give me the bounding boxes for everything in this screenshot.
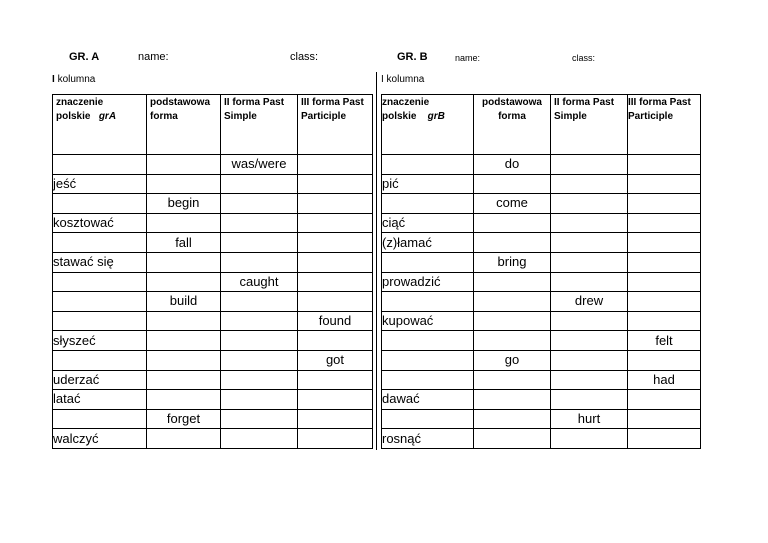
group-a-column-label: I kolumna (52, 74, 96, 85)
cell-past-simple[interactable] (221, 292, 298, 312)
cell-meaning[interactable]: latać (53, 390, 147, 410)
cell-base[interactable] (147, 174, 221, 194)
table-row (382, 155, 701, 175)
cell-past-simple[interactable] (551, 233, 628, 253)
cell-past-simple[interactable] (551, 272, 628, 292)
column-divider (376, 72, 377, 450)
group-b-column-label: I kolumna (381, 74, 425, 85)
cell-past-simple[interactable] (221, 429, 298, 449)
cell-base[interactable] (147, 155, 221, 175)
cell-meaning[interactable]: rosnąć (382, 429, 474, 449)
table-row (53, 174, 373, 194)
cell-meaning[interactable]: kosztować (53, 213, 147, 233)
table-row (382, 350, 701, 370)
cell-past-simple[interactable] (221, 311, 298, 331)
cell-participle[interactable] (298, 409, 373, 429)
cell-participle[interactable] (298, 272, 373, 292)
cell-base[interactable]: begin (147, 194, 221, 214)
group-b-table (381, 94, 701, 449)
table-row (382, 331, 701, 351)
cell-past-simple[interactable] (221, 174, 298, 194)
cell-participle[interactable] (628, 409, 701, 429)
cell-past-simple[interactable] (551, 174, 628, 194)
cell-participle[interactable] (298, 155, 373, 175)
table-row (53, 409, 373, 429)
table-row (382, 409, 701, 429)
cell-meaning[interactable] (53, 350, 147, 370)
cell-participle[interactable] (298, 370, 373, 390)
cell-past-simple[interactable] (221, 233, 298, 253)
cell-base[interactable] (474, 213, 551, 233)
cell-participle[interactable]: got (298, 350, 373, 370)
cell-meaning[interactable] (382, 370, 474, 390)
cell-participle[interactable] (298, 194, 373, 214)
cell-meaning[interactable] (53, 409, 147, 429)
cell-meaning[interactable] (382, 155, 474, 175)
header-base-form: podstawowa forma (474, 95, 551, 155)
header-past-participle: III forma Past Participle (628, 95, 701, 155)
cell-base[interactable] (474, 370, 551, 390)
cell-base[interactable] (147, 390, 221, 410)
group-a-name-label: name: (138, 51, 169, 63)
table-row (53, 350, 373, 370)
cell-base[interactable] (147, 370, 221, 390)
table-row (382, 174, 701, 194)
table-row (53, 331, 373, 351)
cell-meaning[interactable] (53, 272, 147, 292)
cell-past-simple[interactable] (551, 252, 628, 272)
cell-base[interactable]: build (147, 292, 221, 312)
cell-base[interactable]: come (474, 194, 551, 214)
cell-past-simple[interactable] (221, 213, 298, 233)
table-row (382, 390, 701, 410)
cell-participle[interactable] (628, 292, 701, 312)
header-meaning: znaczenie polskie grA (53, 95, 147, 155)
table-row (382, 370, 701, 390)
table-row (53, 292, 373, 312)
table-row (53, 252, 373, 272)
cell-base[interactable] (147, 331, 221, 351)
group-a-class-label: class: (290, 51, 319, 63)
cell-past-simple[interactable]: drew (551, 292, 628, 312)
cell-past-simple[interactable] (221, 409, 298, 429)
table-row (382, 292, 701, 312)
table-row (53, 311, 373, 331)
cell-past-simple[interactable] (551, 370, 628, 390)
cell-past-simple[interactable] (221, 370, 298, 390)
cell-meaning[interactable]: dawać (382, 390, 474, 410)
cell-meaning[interactable]: walczyć (53, 429, 147, 449)
cell-base[interactable]: fall (147, 233, 221, 253)
cell-base[interactable]: go (474, 350, 551, 370)
cell-meaning[interactable] (53, 233, 147, 253)
header-base-form: podstawowa forma (147, 95, 221, 155)
cell-base[interactable] (474, 331, 551, 351)
cell-meaning[interactable] (53, 311, 147, 331)
cell-participle[interactable] (628, 174, 701, 194)
cell-base[interactable] (147, 252, 221, 272)
cell-base[interactable] (147, 311, 221, 331)
cell-participle[interactable] (628, 155, 701, 175)
cell-participle[interactable] (298, 331, 373, 351)
cell-past-simple[interactable] (221, 350, 298, 370)
table-row (382, 272, 701, 292)
cell-participle[interactable] (628, 213, 701, 233)
cell-participle[interactable] (298, 233, 373, 253)
cell-base[interactable] (474, 390, 551, 410)
cell-meaning[interactable]: prowadzić (382, 272, 474, 292)
cell-participle[interactable] (628, 429, 701, 449)
cell-meaning[interactable] (53, 194, 147, 214)
cell-participle[interactable] (298, 390, 373, 410)
table-header-row (53, 95, 373, 155)
cell-base[interactable] (474, 174, 551, 194)
cell-base[interactable] (474, 272, 551, 292)
cell-base[interactable] (147, 350, 221, 370)
table-header-row (382, 95, 701, 155)
cell-meaning[interactable] (382, 350, 474, 370)
table-row (53, 390, 373, 410)
table-row (382, 311, 701, 331)
cell-past-simple[interactable] (551, 331, 628, 351)
table-row (53, 213, 373, 233)
cell-meaning[interactable] (382, 409, 474, 429)
cell-participle[interactable] (628, 390, 701, 410)
group-a-table (52, 94, 373, 449)
cell-base[interactable] (147, 272, 221, 292)
cell-meaning[interactable] (382, 292, 474, 312)
table-row (53, 272, 373, 292)
cell-base[interactable]: forget (147, 409, 221, 429)
cell-participle[interactable] (628, 194, 701, 214)
table-row (382, 252, 701, 272)
table-row (53, 429, 373, 449)
group-a-label: GR. A (69, 51, 100, 63)
header-past-simple: II forma Past Simple (221, 95, 298, 155)
cell-past-simple[interactable] (551, 194, 628, 214)
cell-participle[interactable] (628, 350, 701, 370)
table-row (53, 155, 373, 175)
cell-participle[interactable] (298, 174, 373, 194)
cell-past-simple[interactable] (221, 390, 298, 410)
cell-past-simple[interactable] (551, 213, 628, 233)
cell-meaning[interactable] (382, 194, 474, 214)
cell-past-simple[interactable]: caught (221, 272, 298, 292)
cell-meaning[interactable]: (z)łamać (382, 233, 474, 253)
cell-past-simple[interactable] (221, 194, 298, 214)
table-row (53, 370, 373, 390)
cell-participle[interactable]: had (628, 370, 701, 390)
cell-meaning[interactable]: stawać się (53, 252, 147, 272)
cell-base[interactable] (474, 233, 551, 253)
cell-base[interactable]: do (474, 155, 551, 175)
table-row (53, 233, 373, 253)
cell-participle[interactable] (628, 233, 701, 253)
cell-base[interactable] (474, 292, 551, 312)
cell-past-simple[interactable] (551, 350, 628, 370)
cell-past-simple[interactable] (551, 429, 628, 449)
cell-meaning[interactable]: kupować (382, 311, 474, 331)
table-row (382, 213, 701, 233)
cell-meaning[interactable] (382, 252, 474, 272)
group-b-class-label: class: (572, 53, 596, 63)
cell-participle[interactable] (298, 429, 373, 449)
cell-past-simple[interactable]: hurt (551, 409, 628, 429)
cell-base[interactable] (474, 311, 551, 331)
cell-past-simple[interactable] (221, 331, 298, 351)
cell-meaning[interactable]: pić (382, 174, 474, 194)
cell-meaning[interactable]: słyszeć (53, 331, 147, 351)
cell-participle[interactable]: found (298, 311, 373, 331)
cell-past-simple[interactable] (551, 155, 628, 175)
cell-meaning[interactable]: jeść (53, 174, 147, 194)
table-row (382, 194, 701, 214)
cell-participle[interactable] (298, 213, 373, 233)
cell-base[interactable] (147, 429, 221, 449)
cell-participle[interactable] (298, 292, 373, 312)
cell-meaning[interactable] (53, 292, 147, 312)
cell-participle[interactable]: felt (628, 331, 701, 351)
cell-past-simple[interactable] (551, 311, 628, 331)
table-row (382, 429, 701, 449)
group-b-label: GR. B (397, 51, 428, 63)
cell-base[interactable] (474, 429, 551, 449)
cell-meaning[interactable]: ciąć (382, 213, 474, 233)
table-row (53, 194, 373, 214)
cell-participle[interactable] (628, 252, 701, 272)
cell-meaning[interactable] (53, 155, 147, 175)
header-past-simple: II forma Past Simple (551, 95, 628, 155)
cell-past-simple[interactable]: was/were (221, 155, 298, 175)
table-row (382, 233, 701, 253)
header-past-participle: III forma Past Participle (298, 95, 373, 155)
header-meaning: znaczenie polskie grB (382, 95, 474, 155)
cell-past-simple[interactable] (551, 390, 628, 410)
cell-participle[interactable] (298, 252, 373, 272)
cell-base[interactable]: bring (474, 252, 551, 272)
cell-base[interactable] (474, 409, 551, 429)
cell-past-simple[interactable] (221, 252, 298, 272)
group-b-name-label: name: (455, 53, 481, 63)
cell-participle[interactable] (628, 272, 701, 292)
cell-base[interactable] (147, 213, 221, 233)
cell-meaning[interactable] (382, 331, 474, 351)
cell-meaning[interactable]: uderzać (53, 370, 147, 390)
cell-participle[interactable] (628, 311, 701, 331)
